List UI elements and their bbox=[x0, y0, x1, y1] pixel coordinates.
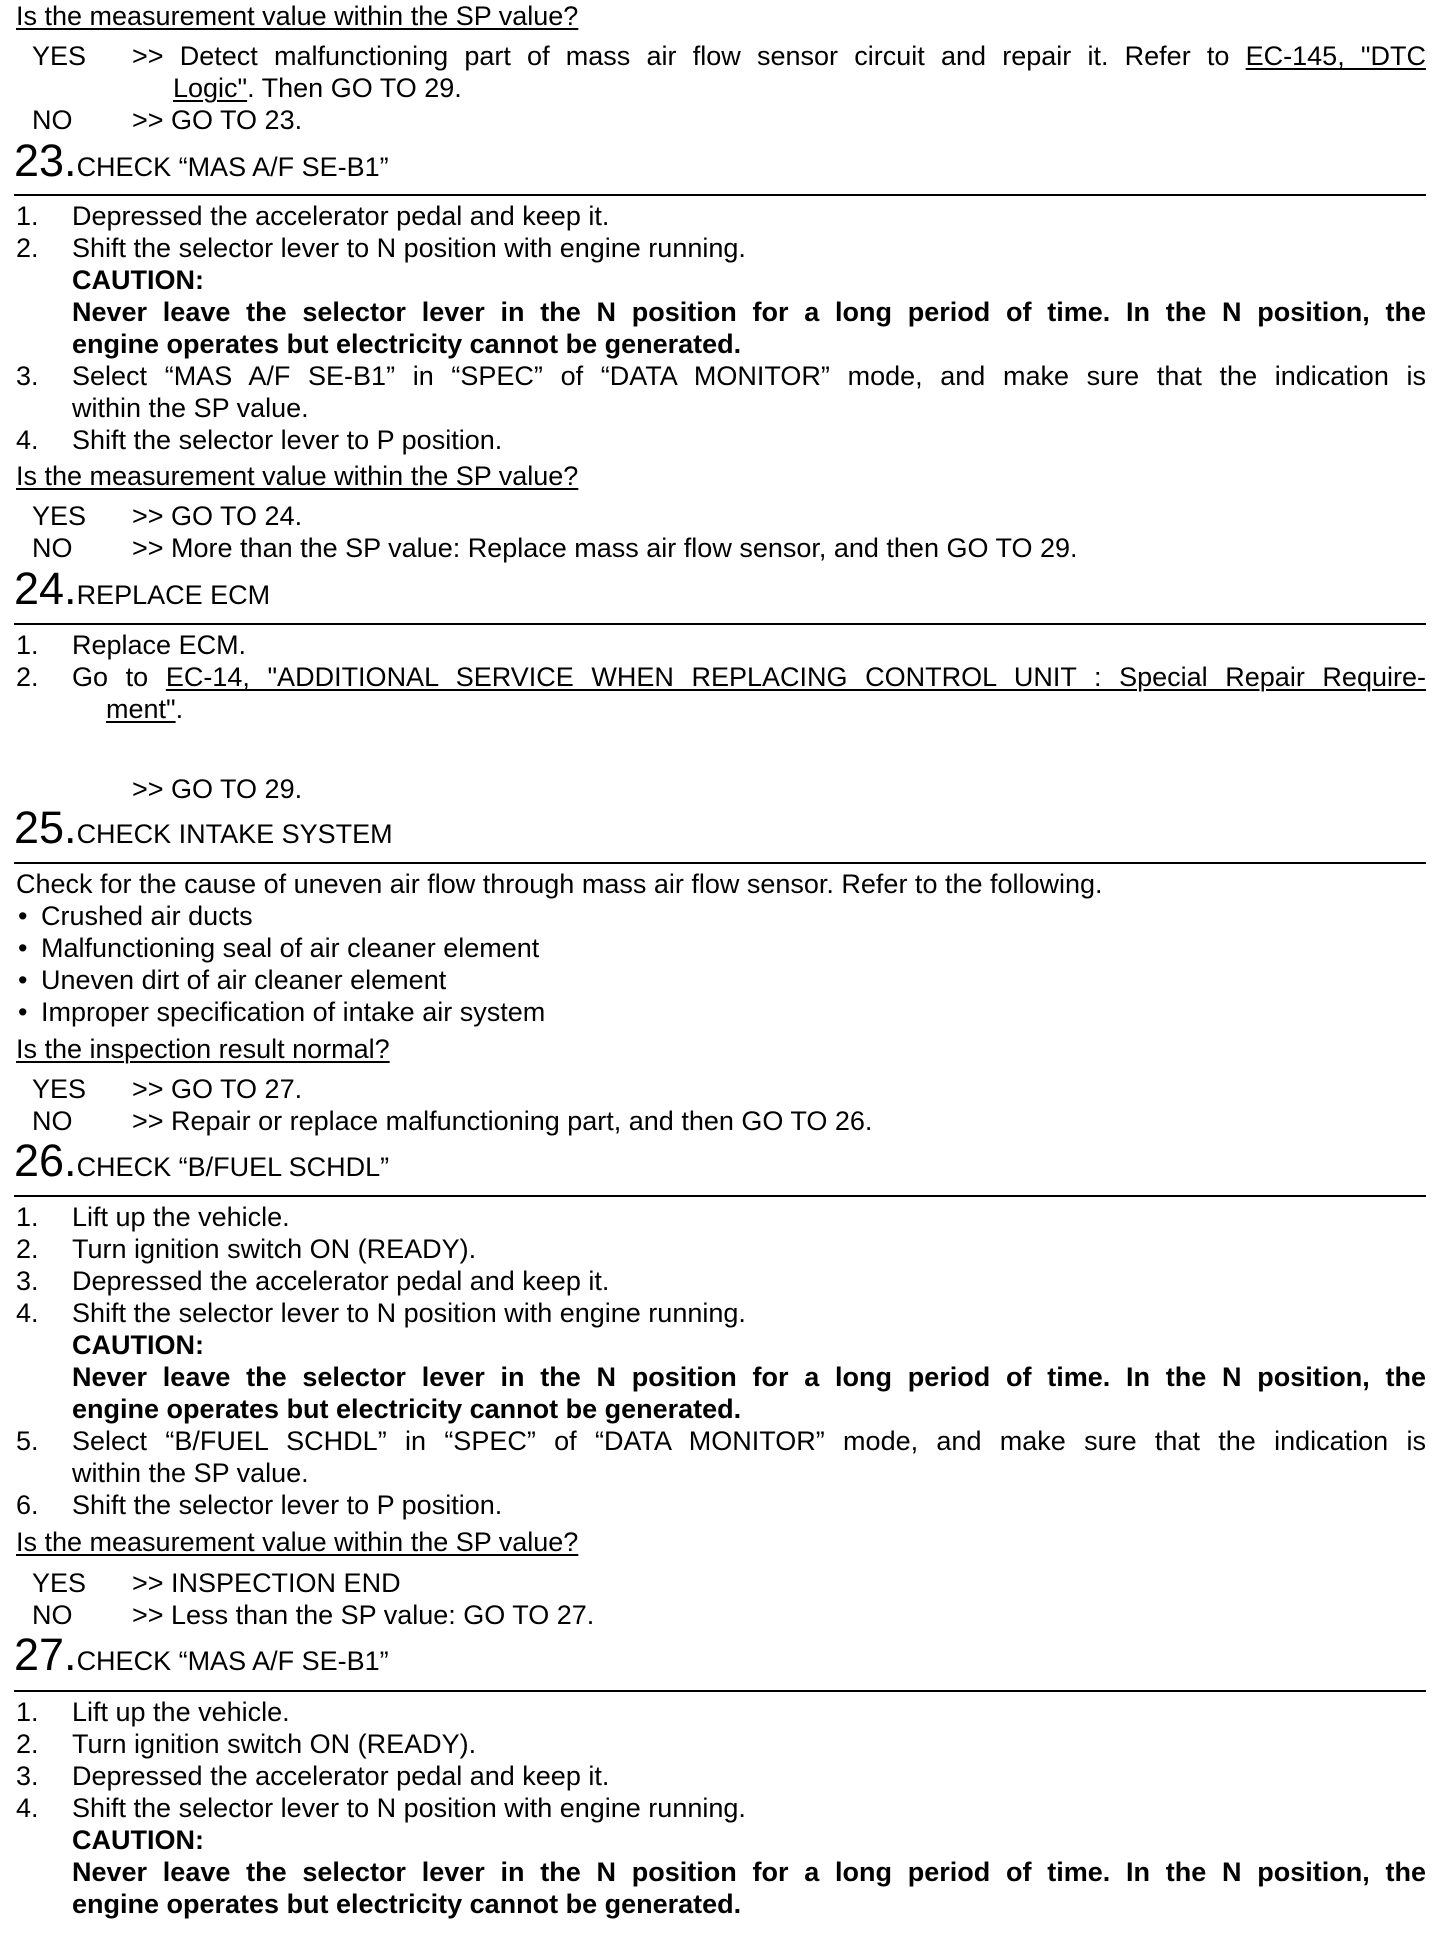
s26-divider bbox=[14, 1195, 1426, 1197]
s23-t3a: Select “MAS A/F SE-B1” in “SPEC” of “DATA MONITOR” mode, and make sure that the indication is bbox=[72, 361, 1426, 391]
s23-no-label: NO bbox=[32, 533, 73, 563]
s27-t3: Depressed the accelerator pedal and keep it. bbox=[72, 1761, 610, 1791]
s23-divider bbox=[14, 194, 1426, 196]
s23-n4: 4. bbox=[16, 425, 39, 455]
s23-yes-text: >> GO TO 24. bbox=[132, 501, 303, 531]
s22-no-text: >> GO TO 23. bbox=[132, 105, 303, 135]
s25-no-label: NO bbox=[32, 1106, 73, 1136]
s26-n5: 5. bbox=[16, 1426, 39, 1456]
s23-question: Is the measurement value within the SP value? bbox=[16, 461, 579, 491]
s25-question: Is the inspection result normal? bbox=[16, 1034, 390, 1064]
s27-caution-label: CAUTION: bbox=[72, 1825, 204, 1855]
s22-dtc-logic-link[interactable]: EC-145, "DTC bbox=[1245, 41, 1426, 71]
s22-no-label: NO bbox=[32, 105, 73, 135]
s23-yes-label: YES bbox=[32, 501, 87, 531]
s25-bullet: • bbox=[18, 997, 28, 1027]
s26-t5a: Select “B/FUEL SCHDL” in “SPEC” of “DATA MONITOR” mode, and make sure that the indication is bbox=[72, 1426, 1426, 1456]
s24-ec14-link-cont[interactable]: ment" bbox=[106, 694, 176, 724]
s25-step-title: CHECK INTAKE SYSTEM bbox=[76, 819, 393, 849]
s26-no-text: >> Less than the SP value: GO TO 27. bbox=[132, 1600, 595, 1630]
s25-bullet: • bbox=[18, 965, 28, 995]
s24-step-title: REPLACE ECM bbox=[76, 580, 271, 610]
s26-t3: Depressed the accelerator pedal and keep it. bbox=[72, 1266, 610, 1296]
s26-t4: Shift the selector lever to N position with engine running. bbox=[72, 1298, 746, 1328]
s25-item: Uneven dirt of air cleaner element bbox=[41, 965, 447, 995]
s27-t1: Lift up the vehicle. bbox=[72, 1697, 290, 1727]
s23-caution-1: Never leave the selector lever in the N position for a long period of time. In the N position, the bbox=[72, 297, 1426, 327]
s27-step-title: CHECK “MAS A/F SE-B1” bbox=[76, 1646, 389, 1676]
s26-yes-text: >> INSPECTION END bbox=[132, 1568, 401, 1598]
s27-heading bbox=[14, 1629, 389, 1680]
s24-goto: >> GO TO 29. bbox=[132, 774, 303, 804]
s25-no-text: >> Repair or replace malfunctioning part, and then GO TO 26. bbox=[132, 1106, 873, 1136]
s27-caution-1: Never leave the selector lever in the N position for a long period of time. In the N position, the bbox=[72, 1857, 1426, 1887]
s24-ec14-link[interactable]: EC-14, "ADDITIONAL SERVICE WHEN REPLACING CONTROL UNIT : Special Repair Require- bbox=[165, 662, 1426, 692]
s27-t2: Turn ignition switch ON (READY). bbox=[72, 1729, 477, 1759]
s25-bullet: • bbox=[18, 933, 28, 963]
s23-step-title: CHECK “MAS A/F SE-B1” bbox=[76, 152, 389, 182]
s25-item: Crushed air ducts bbox=[41, 901, 253, 931]
s26-yes-label: YES bbox=[32, 1568, 87, 1598]
s26-n1: 1. bbox=[16, 1202, 39, 1232]
s26-t6: Shift the selector lever to P position. bbox=[72, 1490, 503, 1520]
s27-n1: 1. bbox=[16, 1697, 39, 1727]
s22-yes-label: YES bbox=[32, 41, 87, 71]
s25-bullet: • bbox=[18, 901, 28, 931]
s24-t2-cont: ment". bbox=[106, 694, 184, 724]
s23-caution-2: engine operates but electricity cannot be generated. bbox=[72, 329, 742, 359]
s22-yes-text-cont: Logic". Then GO TO 29. bbox=[173, 73, 462, 103]
s26-caution-1: Never leave the selector lever in the N position for a long period of time. In the N position, the bbox=[72, 1362, 1426, 1392]
s23-t1: Depressed the accelerator pedal and keep it. bbox=[72, 201, 610, 231]
s27-n4: 4. bbox=[16, 1793, 39, 1823]
s24-n1: 1. bbox=[16, 630, 39, 660]
s23-heading bbox=[14, 135, 389, 186]
s22-yes-text: >> Detect malfunctioning part of mass air flow sensor circuit and repair it. Refer to EC-145, "DTC bbox=[132, 41, 1426, 71]
s26-t1: Lift up the vehicle. bbox=[72, 1202, 290, 1232]
s26-t5b: within the SP value. bbox=[72, 1458, 309, 1488]
s26-step-number: 26. bbox=[14, 1135, 77, 1186]
s27-divider bbox=[14, 1690, 1426, 1692]
s27-n3: 3. bbox=[16, 1761, 39, 1791]
s23-t4: Shift the selector lever to P position. bbox=[72, 425, 503, 455]
s25-item: Malfunctioning seal of air cleaner element bbox=[41, 933, 540, 963]
s26-caution-2: engine operates but electricity cannot be generated. bbox=[72, 1394, 742, 1424]
s25-heading bbox=[14, 802, 393, 853]
s23-step-number: 23. bbox=[14, 135, 77, 186]
s24-n2: 2. bbox=[16, 662, 39, 692]
s26-t2: Turn ignition switch ON (READY). bbox=[72, 1234, 477, 1264]
s27-step-number: 27. bbox=[14, 1629, 77, 1680]
s23-n1: 1. bbox=[16, 201, 39, 231]
s26-question: Is the measurement value within the SP value? bbox=[16, 1527, 579, 1557]
s23-n2: 2. bbox=[16, 233, 39, 263]
s24-t1: Replace ECM. bbox=[72, 630, 247, 660]
s22-dtc-logic-link-cont[interactable]: Logic" bbox=[173, 73, 248, 103]
s27-caution-2: engine operates but electricity cannot be generated. bbox=[72, 1889, 742, 1919]
s24-heading bbox=[14, 563, 271, 614]
s25-divider bbox=[14, 862, 1426, 864]
s26-n6: 6. bbox=[16, 1490, 39, 1520]
s22-question: Is the measurement value within the SP value? bbox=[16, 1, 579, 31]
s23-t3b: within the SP value. bbox=[72, 393, 309, 423]
s25-item: Improper specification of intake air system bbox=[41, 997, 546, 1027]
s23-caution-label: CAUTION: bbox=[72, 265, 204, 295]
s27-n2: 2. bbox=[16, 1729, 39, 1759]
s25-yes-label: YES bbox=[32, 1074, 87, 1104]
s23-t2: Shift the selector lever to N position with engine running. bbox=[72, 233, 746, 263]
s24-step-number: 24. bbox=[14, 563, 77, 614]
s25-intro: Check for the cause of uneven air flow through mass air flow sensor. Refer to the following. bbox=[16, 869, 1103, 899]
s24-t2: Go to EC-14, "ADDITIONAL SERVICE WHEN REPLACING CONTROL UNIT : Special Repair Require- bbox=[72, 662, 1426, 692]
s26-no-label: NO bbox=[32, 1600, 73, 1630]
s26-n4: 4. bbox=[16, 1298, 39, 1328]
s23-n3: 3. bbox=[16, 361, 39, 391]
s24-divider bbox=[14, 623, 1426, 625]
s26-caution-label: CAUTION: bbox=[72, 1330, 204, 1360]
s25-step-number: 25. bbox=[14, 802, 77, 853]
s26-n3: 3. bbox=[16, 1266, 39, 1296]
s26-step-title: CHECK “B/FUEL SCHDL” bbox=[76, 1152, 390, 1182]
s26-heading bbox=[14, 1135, 390, 1186]
s26-n2: 2. bbox=[16, 1234, 39, 1264]
s23-no-text: >> More than the SP value: Replace mass air flow sensor, and then GO TO 29. bbox=[132, 533, 1078, 563]
s27-t4: Shift the selector lever to N position with engine running. bbox=[72, 1793, 746, 1823]
s25-yes-text: >> GO TO 27. bbox=[132, 1074, 303, 1104]
